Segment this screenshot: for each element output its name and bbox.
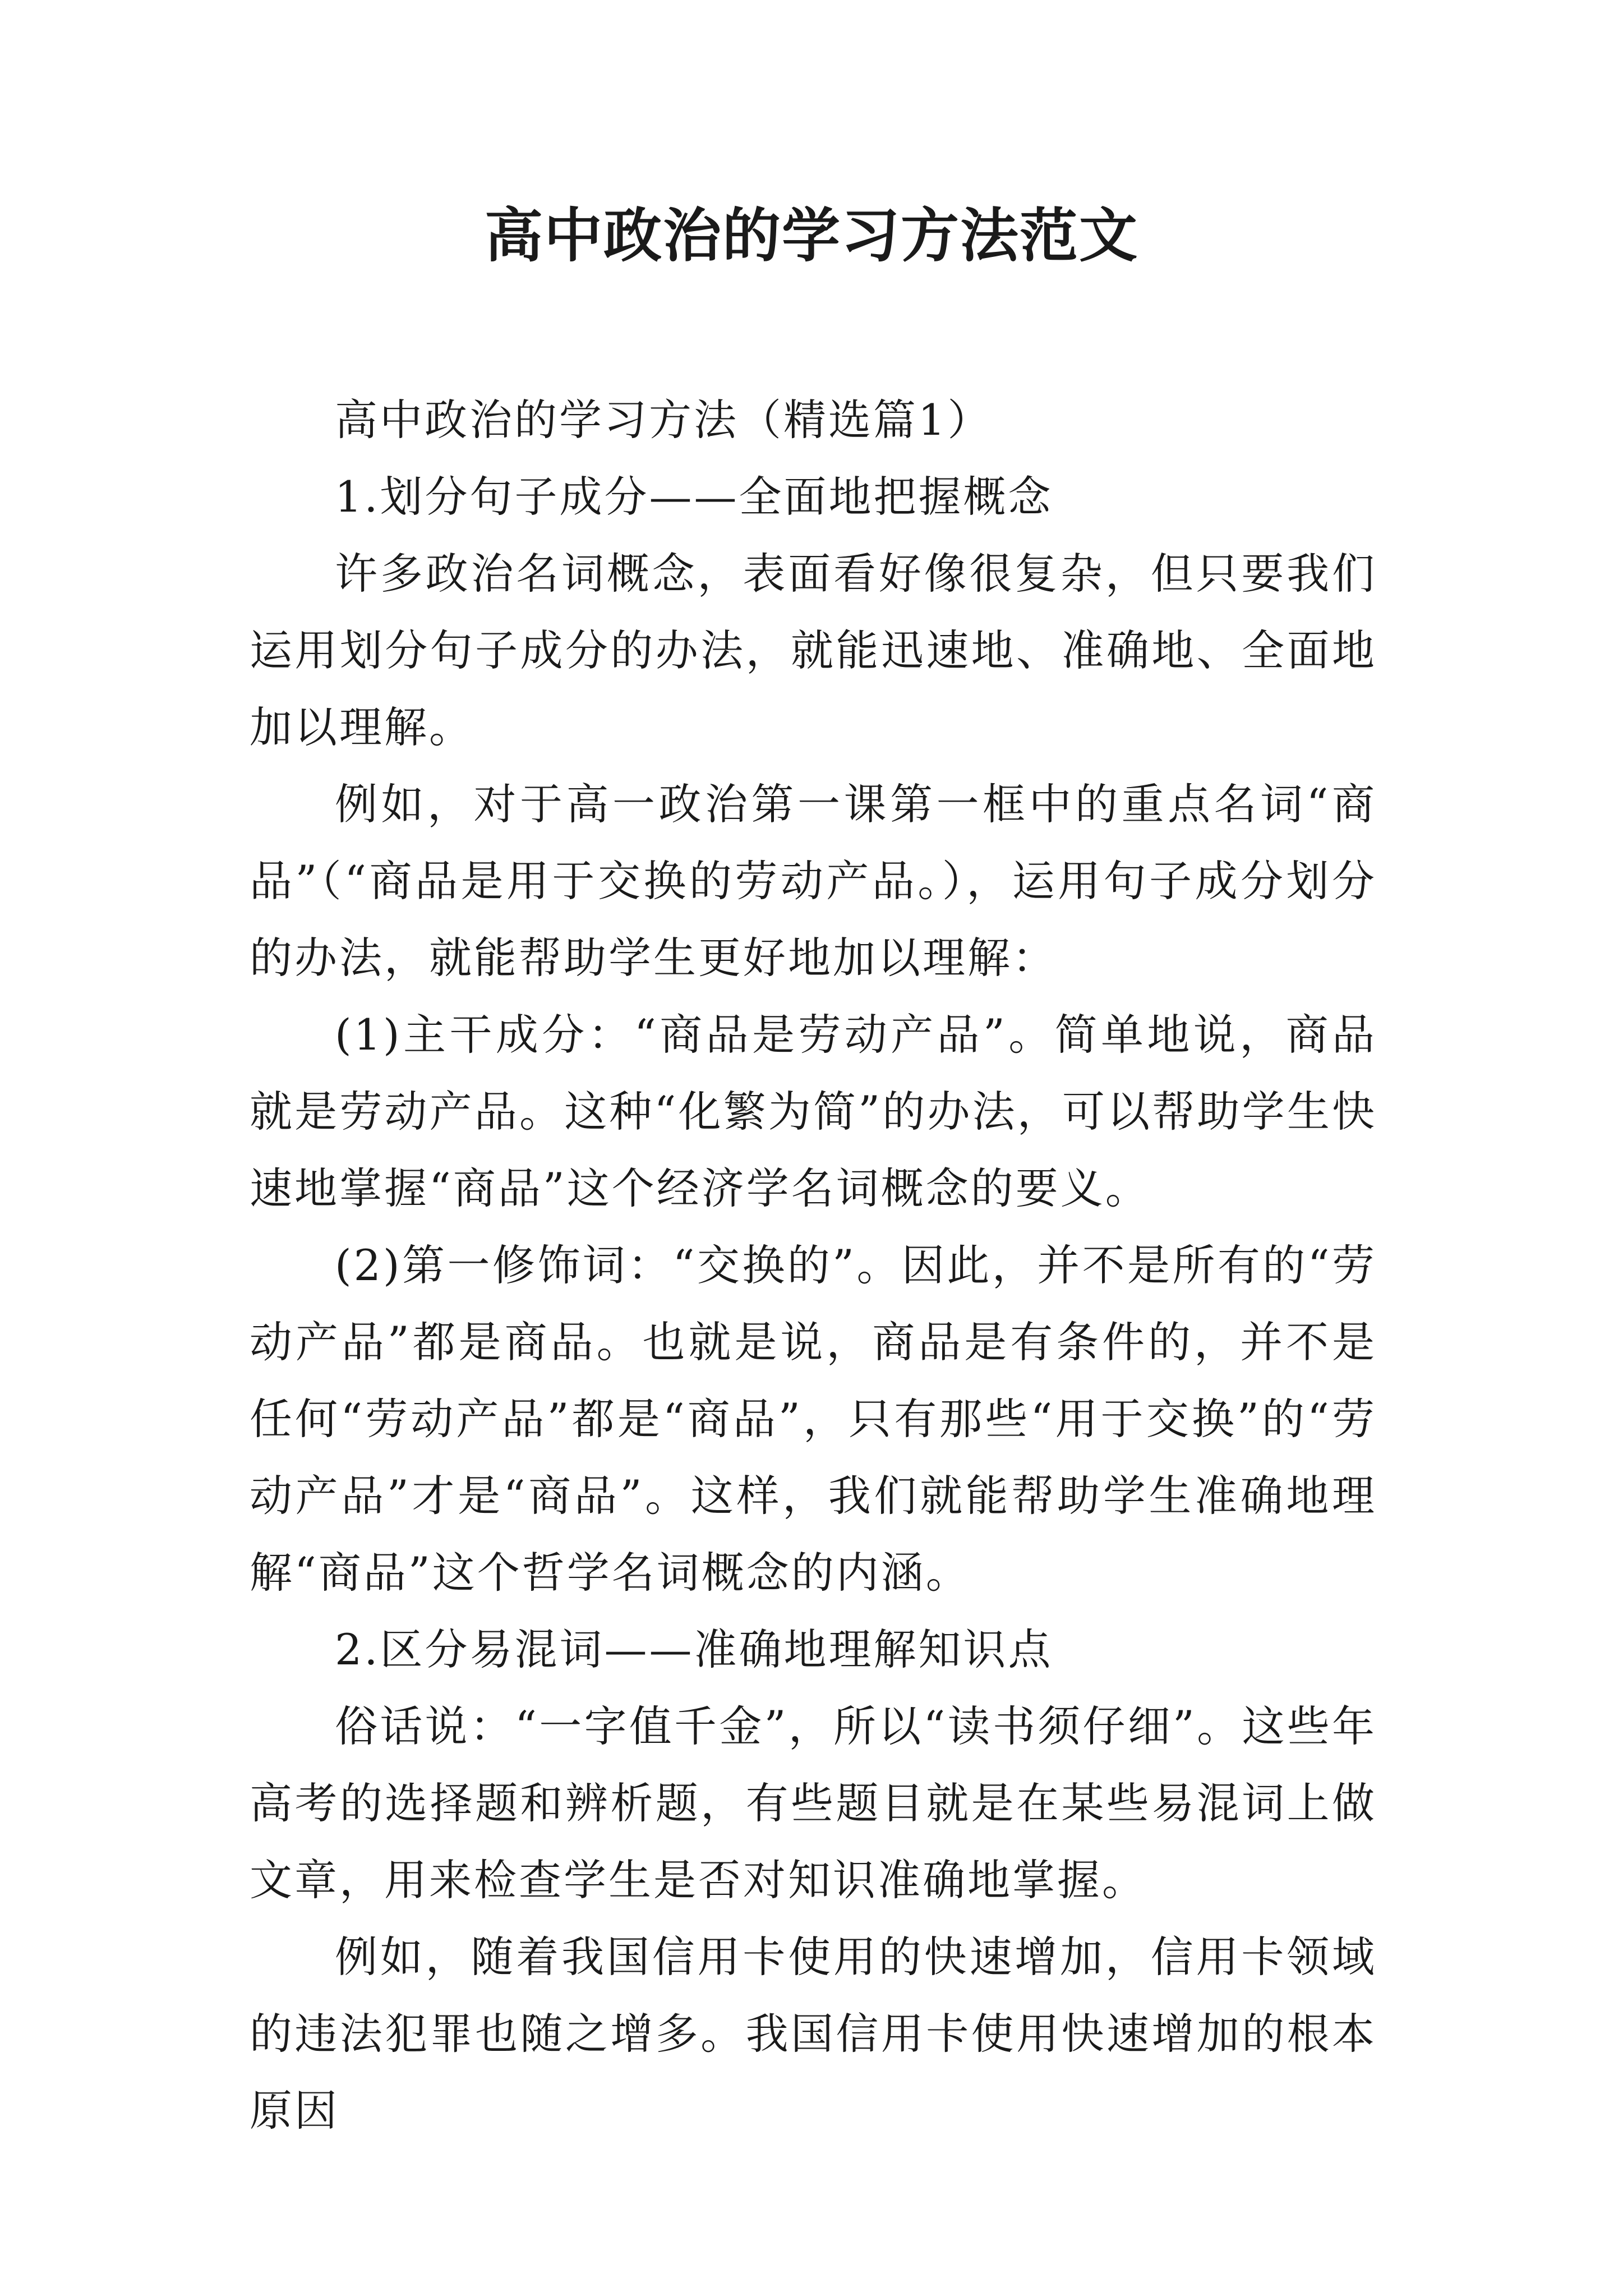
document-title: 高中政治的学习方法范文: [484, 201, 1138, 270]
paragraph: 许多政治名词概念，表面看好像很复杂，但只要我们运用划分句子成分的办法，就能迅速地、准确地、全面地加以理解。: [250, 549, 1377, 752]
document-body: [250, 381, 1377, 2149]
subheading: 1.划分句子成分——全面地把握概念: [335, 472, 1053, 522]
paragraph: (1)主干成分：“商品是劳动产品”。简单地说，商品就是劳动产品。这种“化繁为简”的办法，可以帮助学生快速地掌握“商品”这个经济学名词概念的要义。: [250, 1010, 1377, 1213]
section-heading: 高中政治的学习方法（精选篇1）: [335, 395, 993, 445]
paragraph: (2)第一修饰词：“交换的”。因此，并不是所有的“劳动产品”都是商品。也就是说，商品是有条件的，并不是任何“劳动产品”都是“商品”，只有那些“用于交换”的“劳动产品”才是“商品”。这样，我们就能帮助学生准确地理解“商品”这个哲学名词概念的内涵。: [250, 1240, 1377, 1598]
paragraph: 例如，对于高一政治第一课第一框中的重点名词“商品”（“商品是用于交换的劳动产品。），运用句子成分划分的办法，就能帮助学生更好地加以理解：: [250, 779, 1377, 983]
paragraph: 例如，随着我国信用卡使用的快速增加，信用卡领域的违法犯罪也随之增多。我国信用卡使用快速增加的根本原因: [250, 1932, 1377, 2136]
paragraph: 俗话说：“一字值千金”，所以“读书须仔细”。这些年高考的选择题和辨析题，有些题目就是在某些易混词上做文章，用来检查学生是否对知识准确地掌握。: [250, 1701, 1377, 1905]
subheading: 2.区分易混词——准确地理解知识点: [335, 1625, 1053, 1674]
